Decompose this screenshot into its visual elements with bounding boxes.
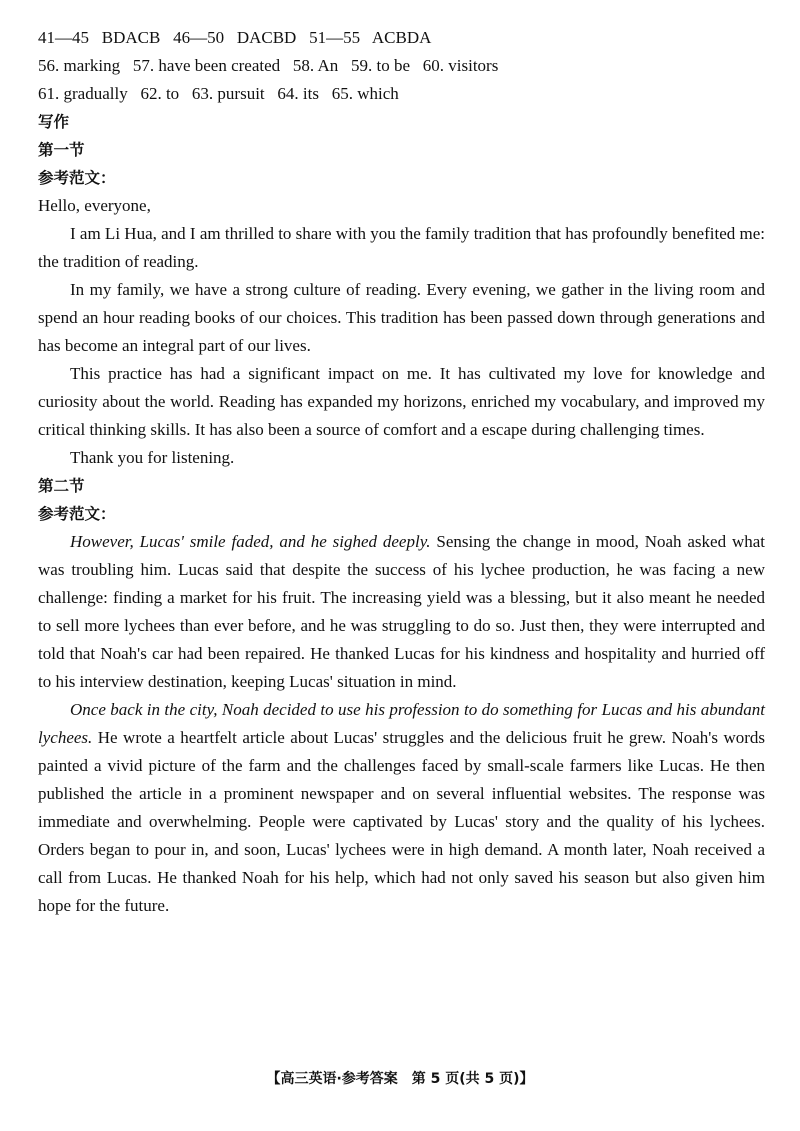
essay-paragraph: In my family, we have a strong culture of reading. Every evening, we gather in the living room and spend an hour reading books of our choices. This tradition has been passed down through generations and has become an integral part of our lives. <box>38 280 765 355</box>
continuation-paragraph-2 <box>38 696 765 920</box>
section2-heading: 第二节 <box>38 477 85 495</box>
essay-paragraph: This practice has had a significant impact on me. It has cultivated my love for knowledge and curiosity about the world. Reading has expanded my horizons, enriched my vocabulary, and improved my critical thinking skills. It has also been a source of comfort and a escape during challenging times. <box>38 364 765 439</box>
continuation-paragraph-1 <box>38 528 765 696</box>
writing-heading: 写作 <box>38 113 70 131</box>
document-page <box>38 24 765 920</box>
page-footer: 【高三英语·参考答案 第 5 页(共 5 页)】 <box>266 1071 534 1087</box>
paragraph-body: Sensing the change in mood, Noah asked what was troubling him. Lucas said that despite the success of his lychee production, he was facing a new challenge: finding a market for his fruit. The increasing yield was a blessing, but it also meant he needed to sell more lychees than ever before, and he was struggling to do so. Just then, they were interrupted and told that Noah's car had been repaired. He thanked Lucas for his kindness and hospitality and hurried off to his interview destination, keeping Lucas' situation in mind. <box>38 532 766 691</box>
section2-label: 参考范文： <box>38 505 116 523</box>
answer-line-56-60: 56. marking 57. have been created 58. An 59. to be 60. visitors <box>38 56 499 75</box>
answer-line-61-65: 61. gradually 62. to 63. pursuit 64. its 65. which <box>38 84 399 103</box>
section1-label: 参考范文： <box>38 169 116 187</box>
given-opening-2: Once back in the city, Noah decided to use his profession to do something for Lucas and his abundant lychees. <box>38 700 765 747</box>
answer-line-41-55: 41—45 BDACB 46—50 DACBD 51—55 ACBDA <box>38 28 432 47</box>
essay-paragraph: I am Li Hua, and I am thrilled to share with you the family tradition that has profoundly benefited me: the tradition of reading. <box>38 224 765 271</box>
closing: Thank you for listening. <box>70 448 235 467</box>
section1-heading: 第一节 <box>38 141 85 159</box>
given-opening-1: However, Lucas' smile faded, and he sighed deeply. <box>70 532 431 551</box>
paragraph-body: He wrote a heartfelt article about Lucas' struggles and the delicious fruit he grew. Noah's words painted a vivid picture of the farm and the challenges faced by small-scale farmers like Lucas. He then published the article in a prominent newspaper and on several influential websites. The response was immediate and overwhelming. People were captivated by Lucas' story and the quality of his lychees. Orders began to pour in, and soon, Lucas' lychees were in high demand. A month later, Noah received a call from Lucas. He thanked Noah for his help, which had not only saved his season but also given him hope for the future. <box>38 728 765 915</box>
greeting: Hello, everyone, <box>38 196 151 215</box>
